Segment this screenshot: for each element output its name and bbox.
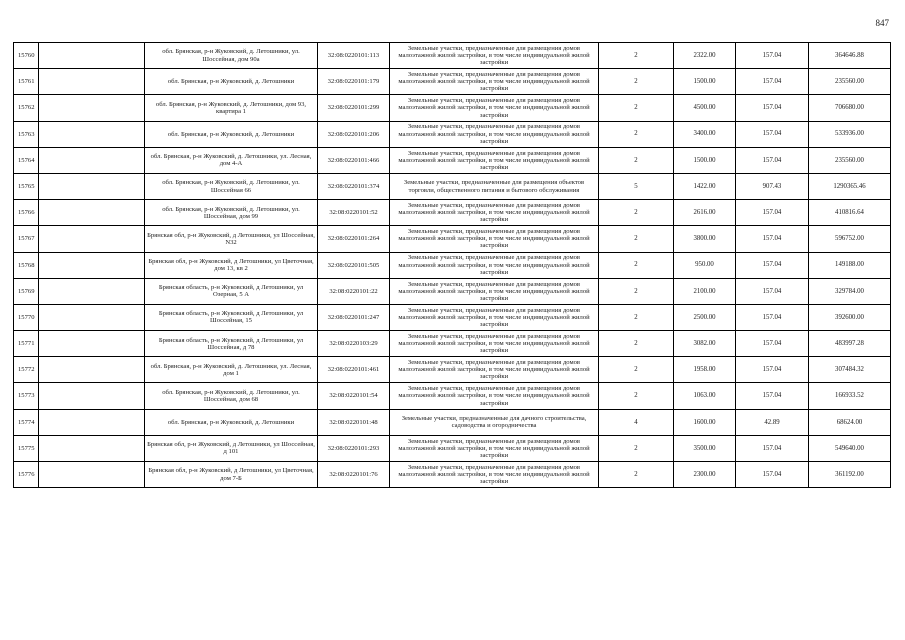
blank-cell: [39, 43, 145, 69]
area-cell: 950.00: [674, 252, 736, 278]
cadastral-number-cell: 32:08:0220101:52: [318, 200, 390, 226]
row-number: 15763: [14, 121, 39, 147]
address-cell: обл. Брянская, р-н Жуковский, д. Летошники, ул. Шоссейная, дом 99: [145, 200, 318, 226]
address-cell: обл. Брянская, р-н Жуковский, д. Летошники: [145, 121, 318, 147]
area-cell: 2322.00: [674, 43, 736, 69]
area-cell: 1063.00: [674, 383, 736, 409]
specific-value-cell: 157.04: [736, 357, 809, 383]
cadastral-value-cell: 235560.00: [809, 147, 891, 173]
land-use-cell: Земельные участки, предназначенные для размещения домов малоэтажной жилой застройки, в том числе индивидуальной жилой застройки: [390, 252, 599, 278]
cadastral-number-cell: 32:08:0220101:206: [318, 121, 390, 147]
blank-cell: [39, 435, 145, 461]
table-row: [14, 304, 891, 330]
table-row: [14, 357, 891, 383]
cadastral-value-cell: 329784.00: [809, 278, 891, 304]
table-row: [14, 278, 891, 304]
cadastral-value-cell: 410816.64: [809, 200, 891, 226]
area-cell: 1500.00: [674, 147, 736, 173]
specific-value-cell: 157.04: [736, 43, 809, 69]
cadastral-number-cell: 32:08:0220101:247: [318, 304, 390, 330]
group-cell: 2: [599, 278, 674, 304]
blank-cell: [39, 278, 145, 304]
group-cell: 2: [599, 121, 674, 147]
blank-cell: [39, 147, 145, 173]
area-cell: 2100.00: [674, 278, 736, 304]
specific-value-cell: 42.89: [736, 409, 809, 435]
blank-cell: [39, 462, 145, 488]
cadastral-number-cell: 32:08:0220101:54: [318, 383, 390, 409]
specific-value-cell: 157.04: [736, 252, 809, 278]
specific-value-cell: 157.04: [736, 462, 809, 488]
specific-value-cell: 157.04: [736, 278, 809, 304]
land-use-cell: Земельные участки, предназначенные для размещения домов малоэтажной жилой застройки, в том числе индивидуальной жилой застройки: [390, 435, 599, 461]
area-cell: 4500.00: [674, 95, 736, 121]
table-row: [14, 462, 891, 488]
cadastral-value-cell: 549640.00: [809, 435, 891, 461]
blank-cell: [39, 95, 145, 121]
cadastral-value-cell: 166933.52: [809, 383, 891, 409]
specific-value-cell: 907.43: [736, 173, 809, 199]
cadastral-number-cell: 32:08:0220101:299: [318, 95, 390, 121]
cadastral-value-cell: 596752.00: [809, 226, 891, 252]
land-use-cell: Земельные участки, предназначенные для размещения объектов торговли, общественного питания и бытового обслуживания: [390, 173, 599, 199]
table-row: [14, 200, 891, 226]
address-cell: Брянская область, р-н Жуковский, д Летошники, ул Шоссейная, 15: [145, 304, 318, 330]
specific-value-cell: 157.04: [736, 69, 809, 95]
specific-value-cell: 157.04: [736, 121, 809, 147]
specific-value-cell: 157.04: [736, 147, 809, 173]
row-number: 15774: [14, 409, 39, 435]
area-cell: 2300.00: [674, 462, 736, 488]
cadastral-value-cell: 361192.00: [809, 462, 891, 488]
table-row: [14, 409, 891, 435]
area-cell: 3800.00: [674, 226, 736, 252]
area-cell: 1600.00: [674, 409, 736, 435]
table-row: [14, 331, 891, 357]
cadastral-number-cell: 32:08:0220101:374: [318, 173, 390, 199]
blank-cell: [39, 200, 145, 226]
address-cell: Брянская обл, р-н Жуковский, д Летошники, ул Шоссейная, д 101: [145, 435, 318, 461]
row-number: 15776: [14, 462, 39, 488]
area-cell: 1500.00: [674, 69, 736, 95]
specific-value-cell: 157.04: [736, 95, 809, 121]
land-use-cell: Земельные участки, предназначенные для размещения домов малоэтажной жилой застройки, в том числе индивидуальной жилой застройки: [390, 200, 599, 226]
group-cell: 2: [599, 462, 674, 488]
blank-cell: [39, 409, 145, 435]
cadastral-number-cell: 32:08:0220101:76: [318, 462, 390, 488]
group-cell: 5: [599, 173, 674, 199]
cadastral-value-cell: 533936.00: [809, 121, 891, 147]
row-number: 15760: [14, 43, 39, 69]
area-cell: 2616.00: [674, 200, 736, 226]
row-number: 15765: [14, 173, 39, 199]
group-cell: 2: [599, 147, 674, 173]
row-number: 15773: [14, 383, 39, 409]
cadastral-number-cell: 32:08:0220101:466: [318, 147, 390, 173]
table-row: [14, 147, 891, 173]
land-use-cell: Земельные участки, предназначенные для размещения домов малоэтажной жилой застройки, в том числе индивидуальной жилой застройки: [390, 462, 599, 488]
blank-cell: [39, 357, 145, 383]
page-number: 847: [875, 18, 889, 28]
land-use-cell: Земельные участки, предназначенные для размещения домов малоэтажной жилой застройки, в том числе индивидуальной жилой застройки: [390, 226, 599, 252]
cadastral-value-cell: 364646.88: [809, 43, 891, 69]
address-cell: обл. Брянская, р-н Жуковский, д. Летошники: [145, 69, 318, 95]
cadastral-number-cell: 32:08:0220101:179: [318, 69, 390, 95]
table-row: [14, 43, 891, 69]
group-cell: 2: [599, 331, 674, 357]
address-cell: обл. Брянская, р-н Жуковский, д. Летошники, дом 93, квартира 1: [145, 95, 318, 121]
row-number: 15768: [14, 252, 39, 278]
land-use-cell: Земельные участки, предназначенные для размещения домов малоэтажной жилой застройки, в том числе индивидуальной жилой застройки: [390, 304, 599, 330]
land-use-cell: Земельные участки, предназначенные для размещения домов малоэтажной жилой застройки, в том числе индивидуальной жилой застройки: [390, 121, 599, 147]
cadastral-number-cell: 32:08:0220101:264: [318, 226, 390, 252]
land-use-cell: Земельные участки, предназначенные для размещения домов малоэтажной жилой застройки, в том числе индивидуальной жилой застройки: [390, 95, 599, 121]
table-row: [14, 95, 891, 121]
group-cell: 2: [599, 200, 674, 226]
table-row: [14, 435, 891, 461]
row-number: 15771: [14, 331, 39, 357]
address-cell: Брянская область, р-н Жуковский, д Летошники, ул Озерная, 5 А: [145, 278, 318, 304]
row-number: 15772: [14, 357, 39, 383]
blank-cell: [39, 304, 145, 330]
land-use-cell: Земельные участки, предназначенные для размещения домов малоэтажной жилой застройки, в том числе индивидуальной жилой застройки: [390, 43, 599, 69]
cadastral-value-cell: 706680.00: [809, 95, 891, 121]
cadastral-number-cell: 32:08:0220101:461: [318, 357, 390, 383]
table-row: [14, 121, 891, 147]
cadastral-value-cell: 392600.00: [809, 304, 891, 330]
cadastral-value-cell: 235560.00: [809, 69, 891, 95]
cadastral-value-cell: 1290365.46: [809, 173, 891, 199]
group-cell: 2: [599, 252, 674, 278]
table-row: [14, 69, 891, 95]
group-cell: 2: [599, 95, 674, 121]
row-number: 15761: [14, 69, 39, 95]
cadastral-value-cell: 149188.00: [809, 252, 891, 278]
area-cell: 2500.00: [674, 304, 736, 330]
row-number: 15767: [14, 226, 39, 252]
blank-cell: [39, 331, 145, 357]
cadastral-number-cell: 32:08:0220101:293: [318, 435, 390, 461]
address-cell: обл. Брянская, р-н Жуковский, д. Летошники, ул. Шоссейная, дом 68: [145, 383, 318, 409]
group-cell: 2: [599, 43, 674, 69]
address-cell: обл. Брянская, р-н Жуковский, д. Летошники: [145, 409, 318, 435]
blank-cell: [39, 226, 145, 252]
group-cell: 2: [599, 357, 674, 383]
cadastral-number-cell: 32:08:0220103:29: [318, 331, 390, 357]
address-cell: Брянская обл, р-н Жуковский, д Летошники, ул Цветочная, дом 7-Б: [145, 462, 318, 488]
area-cell: 1422.00: [674, 173, 736, 199]
blank-cell: [39, 69, 145, 95]
land-use-cell: Земельные участки, предназначенные для размещения домов малоэтажной жилой застройки, в том числе индивидуальной жилой застройки: [390, 383, 599, 409]
row-number: 15766: [14, 200, 39, 226]
area-cell: 1958.00: [674, 357, 736, 383]
address-cell: обл. Брянская, р-н Жуковский, д. Летошники, ул. Шоссейная, дом 90а: [145, 43, 318, 69]
table-row: [14, 173, 891, 199]
area-cell: 3500.00: [674, 435, 736, 461]
address-cell: обл. Брянская, р-н Жуковский, д. Летошники, ул. Лесная, дом 1: [145, 357, 318, 383]
group-cell: 2: [599, 69, 674, 95]
table-row: [14, 383, 891, 409]
blank-cell: [39, 252, 145, 278]
group-cell: 2: [599, 435, 674, 461]
cadastral-value-cell: 483997.28: [809, 331, 891, 357]
cadastral-value-cell: 68624.00: [809, 409, 891, 435]
cadastral-number-cell: 32:08:0220101:505: [318, 252, 390, 278]
cadastral-number-cell: 32:08:0220101:48: [318, 409, 390, 435]
address-cell: Брянская обл, р-н Жуковский, д Летошники, ул Шоссейная, N32: [145, 226, 318, 252]
specific-value-cell: 157.04: [736, 304, 809, 330]
address-cell: Брянская область, р-н Жуковский, д Летошники, ул Шоссейная, д 78: [145, 331, 318, 357]
area-cell: 3082.00: [674, 331, 736, 357]
cadastral-number-cell: 32:08:0220101:22: [318, 278, 390, 304]
group-cell: 2: [599, 383, 674, 409]
land-use-cell: Земельные участки, предназначенные для дачного строительства, садоводства и огородничества: [390, 409, 599, 435]
land-use-cell: Земельные участки, предназначенные для размещения домов малоэтажной жилой застройки, в том числе индивидуальной жилой застройки: [390, 147, 599, 173]
row-number: 15769: [14, 278, 39, 304]
specific-value-cell: 157.04: [736, 383, 809, 409]
row-number: 15762: [14, 95, 39, 121]
table-row: [14, 252, 891, 278]
address-cell: обл. Брянская, р-н Жуковский, д. Летошники, ул. Лесная, дом 4-А: [145, 147, 318, 173]
land-use-cell: Земельные участки, предназначенные для размещения домов малоэтажной жилой застройки, в том числе индивидуальной жилой застройки: [390, 69, 599, 95]
cadastral-number-cell: 32:08:0220101:113: [318, 43, 390, 69]
specific-value-cell: 157.04: [736, 331, 809, 357]
row-number: 15775: [14, 435, 39, 461]
land-use-cell: Земельные участки, предназначенные для размещения домов малоэтажной жилой застройки, в том числе индивидуальной жилой застройки: [390, 357, 599, 383]
land-use-cell: Земельные участки, предназначенные для размещения домов малоэтажной жилой застройки, в том числе индивидуальной жилой застройки: [390, 278, 599, 304]
row-number: 15764: [14, 147, 39, 173]
specific-value-cell: 157.04: [736, 435, 809, 461]
blank-cell: [39, 173, 145, 199]
group-cell: 4: [599, 409, 674, 435]
specific-value-cell: 157.04: [736, 200, 809, 226]
blank-cell: [39, 383, 145, 409]
row-number: 15770: [14, 304, 39, 330]
cadastral-value-table: [13, 42, 891, 488]
address-cell: обл. Брянская, р-н Жуковский, д. Летошники, ул. Шоссейная 66: [145, 173, 318, 199]
address-cell: Брянская обл, р-н Жуковский, д Летошники, ул Цветочная, дом 13, кв 2: [145, 252, 318, 278]
blank-cell: [39, 121, 145, 147]
group-cell: 2: [599, 304, 674, 330]
specific-value-cell: 157.04: [736, 226, 809, 252]
area-cell: 3400.00: [674, 121, 736, 147]
land-use-cell: Земельные участки, предназначенные для размещения домов малоэтажной жилой застройки, в том числе индивидуальной жилой застройки: [390, 331, 599, 357]
group-cell: 2: [599, 226, 674, 252]
table-row: [14, 226, 891, 252]
cadastral-value-cell: 307484.32: [809, 357, 891, 383]
